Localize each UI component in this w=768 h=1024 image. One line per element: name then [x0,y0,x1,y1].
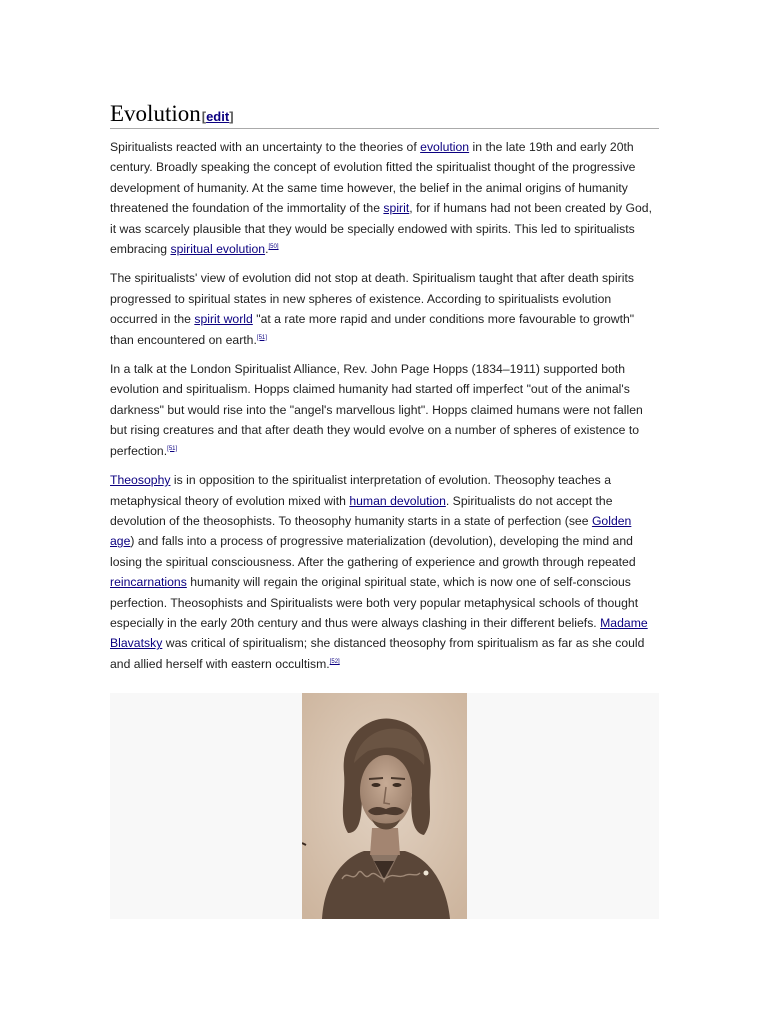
figure-box [110,693,659,919]
link-evolution[interactable]: evolution [420,140,470,154]
reference-51 [167,446,177,452]
link-golden-age[interactable]: Golden age [110,513,632,549]
link-reincarnations[interactable]: reincarnations [110,575,187,590]
paragraph-1 [110,137,659,259]
section-heading [110,98,659,129]
link-spirit[interactable]: spirit [383,201,410,216]
reference-link[interactable]: [51] [256,334,267,341]
paragraph-3 [110,359,659,461]
reference-51 [257,335,267,341]
text: "at a rate more rapid and under conditions more favourable to growth" than encountered on earth. [110,312,635,347]
reference-link[interactable]: [50] [268,243,279,250]
article-section [110,98,659,674]
reference-50 [268,244,278,250]
link-theosophy[interactable]: Theosophy [110,473,171,488]
edit-link[interactable]: edit [206,109,230,124]
paragraph-2 [110,268,659,350]
text: was critical of spiritualism; she distanced theosophy from spiritualism as far as she could and allied herself with eastern occultism. [110,636,645,671]
text: humanity will regain the original spiritual state, which is now one of self-conscious perfection. Theosophists and Spiritualists were both very popular metaphysical schools of thought especially in the early 20th century and thus were always clashing in their different beliefs. [110,575,639,630]
link-spiritual-evolution[interactable]: spiritual evolution [170,242,266,257]
portrait-photo[interactable] [302,693,467,919]
text: . [265,242,269,257]
text: ) and falls into a process of progressive materialization (devolution), developing the mind and losing the spiritual consciousness. After the gathering of experience and growth through repeated [110,534,636,569]
text: is in opposition to the spiritualist interpretation of evolution. Theosophy teaches a metaphysical theory of evolution mixed with [110,473,611,508]
text: The spiritualists' view of evolution did not stop at death. Spiritualism taught that after death spirits progressed to spiritual states in new spheres of existence. According to spiritualists evolution occurred in the [110,271,635,327]
text: In a talk at the London Spiritualist Alliance, Rev. John Page Hopps (1834–1911) supported both evolution and spiritualism. Hopps claimed humanity had started off imperfect "out of the animal's darkness" but would rise into the "angel's marvellous light". Hopps claimed humans were not fallen but rising creatures and that after death they would evolve on a number of spheres of existence to perfection. [110,362,643,458]
link-madame-blavatsky[interactable]: Madame Blavatsky [110,615,648,651]
reference-link[interactable]: [52] [329,658,340,665]
edit-bracket-close: ] [229,109,234,124]
reference-52 [330,659,340,665]
link-spirit-world[interactable]: spirit world [194,312,253,327]
paragraph-4 [110,470,659,674]
text: , for if humans had not been created by God, it was scarcely plausible that they would be specially endowed with spirits. This led to spiritualists embracing [110,201,653,257]
text: . Spiritualists do not accept the devolution of the theosophists. To theosophy humanity starts in a state of perfection (see [110,493,613,528]
reference-link[interactable]: [51] [167,445,178,452]
text: Spiritualists reacted with an uncertainty to the theories of [110,140,421,154]
edit-bracket-open: [ [201,109,207,124]
edit-section [202,107,234,127]
link-human-devolution[interactable]: human devolution [349,493,446,508]
section-title: Evolution [110,101,201,126]
text: in the late 19th and early 20th century. Broadly speaking the concept of evolution fitted the spiritualist thought of the progressive development of humanity. At the same time however, the belief in the animal origins of humanity threatened the foundation of the immortality of the [110,140,636,216]
